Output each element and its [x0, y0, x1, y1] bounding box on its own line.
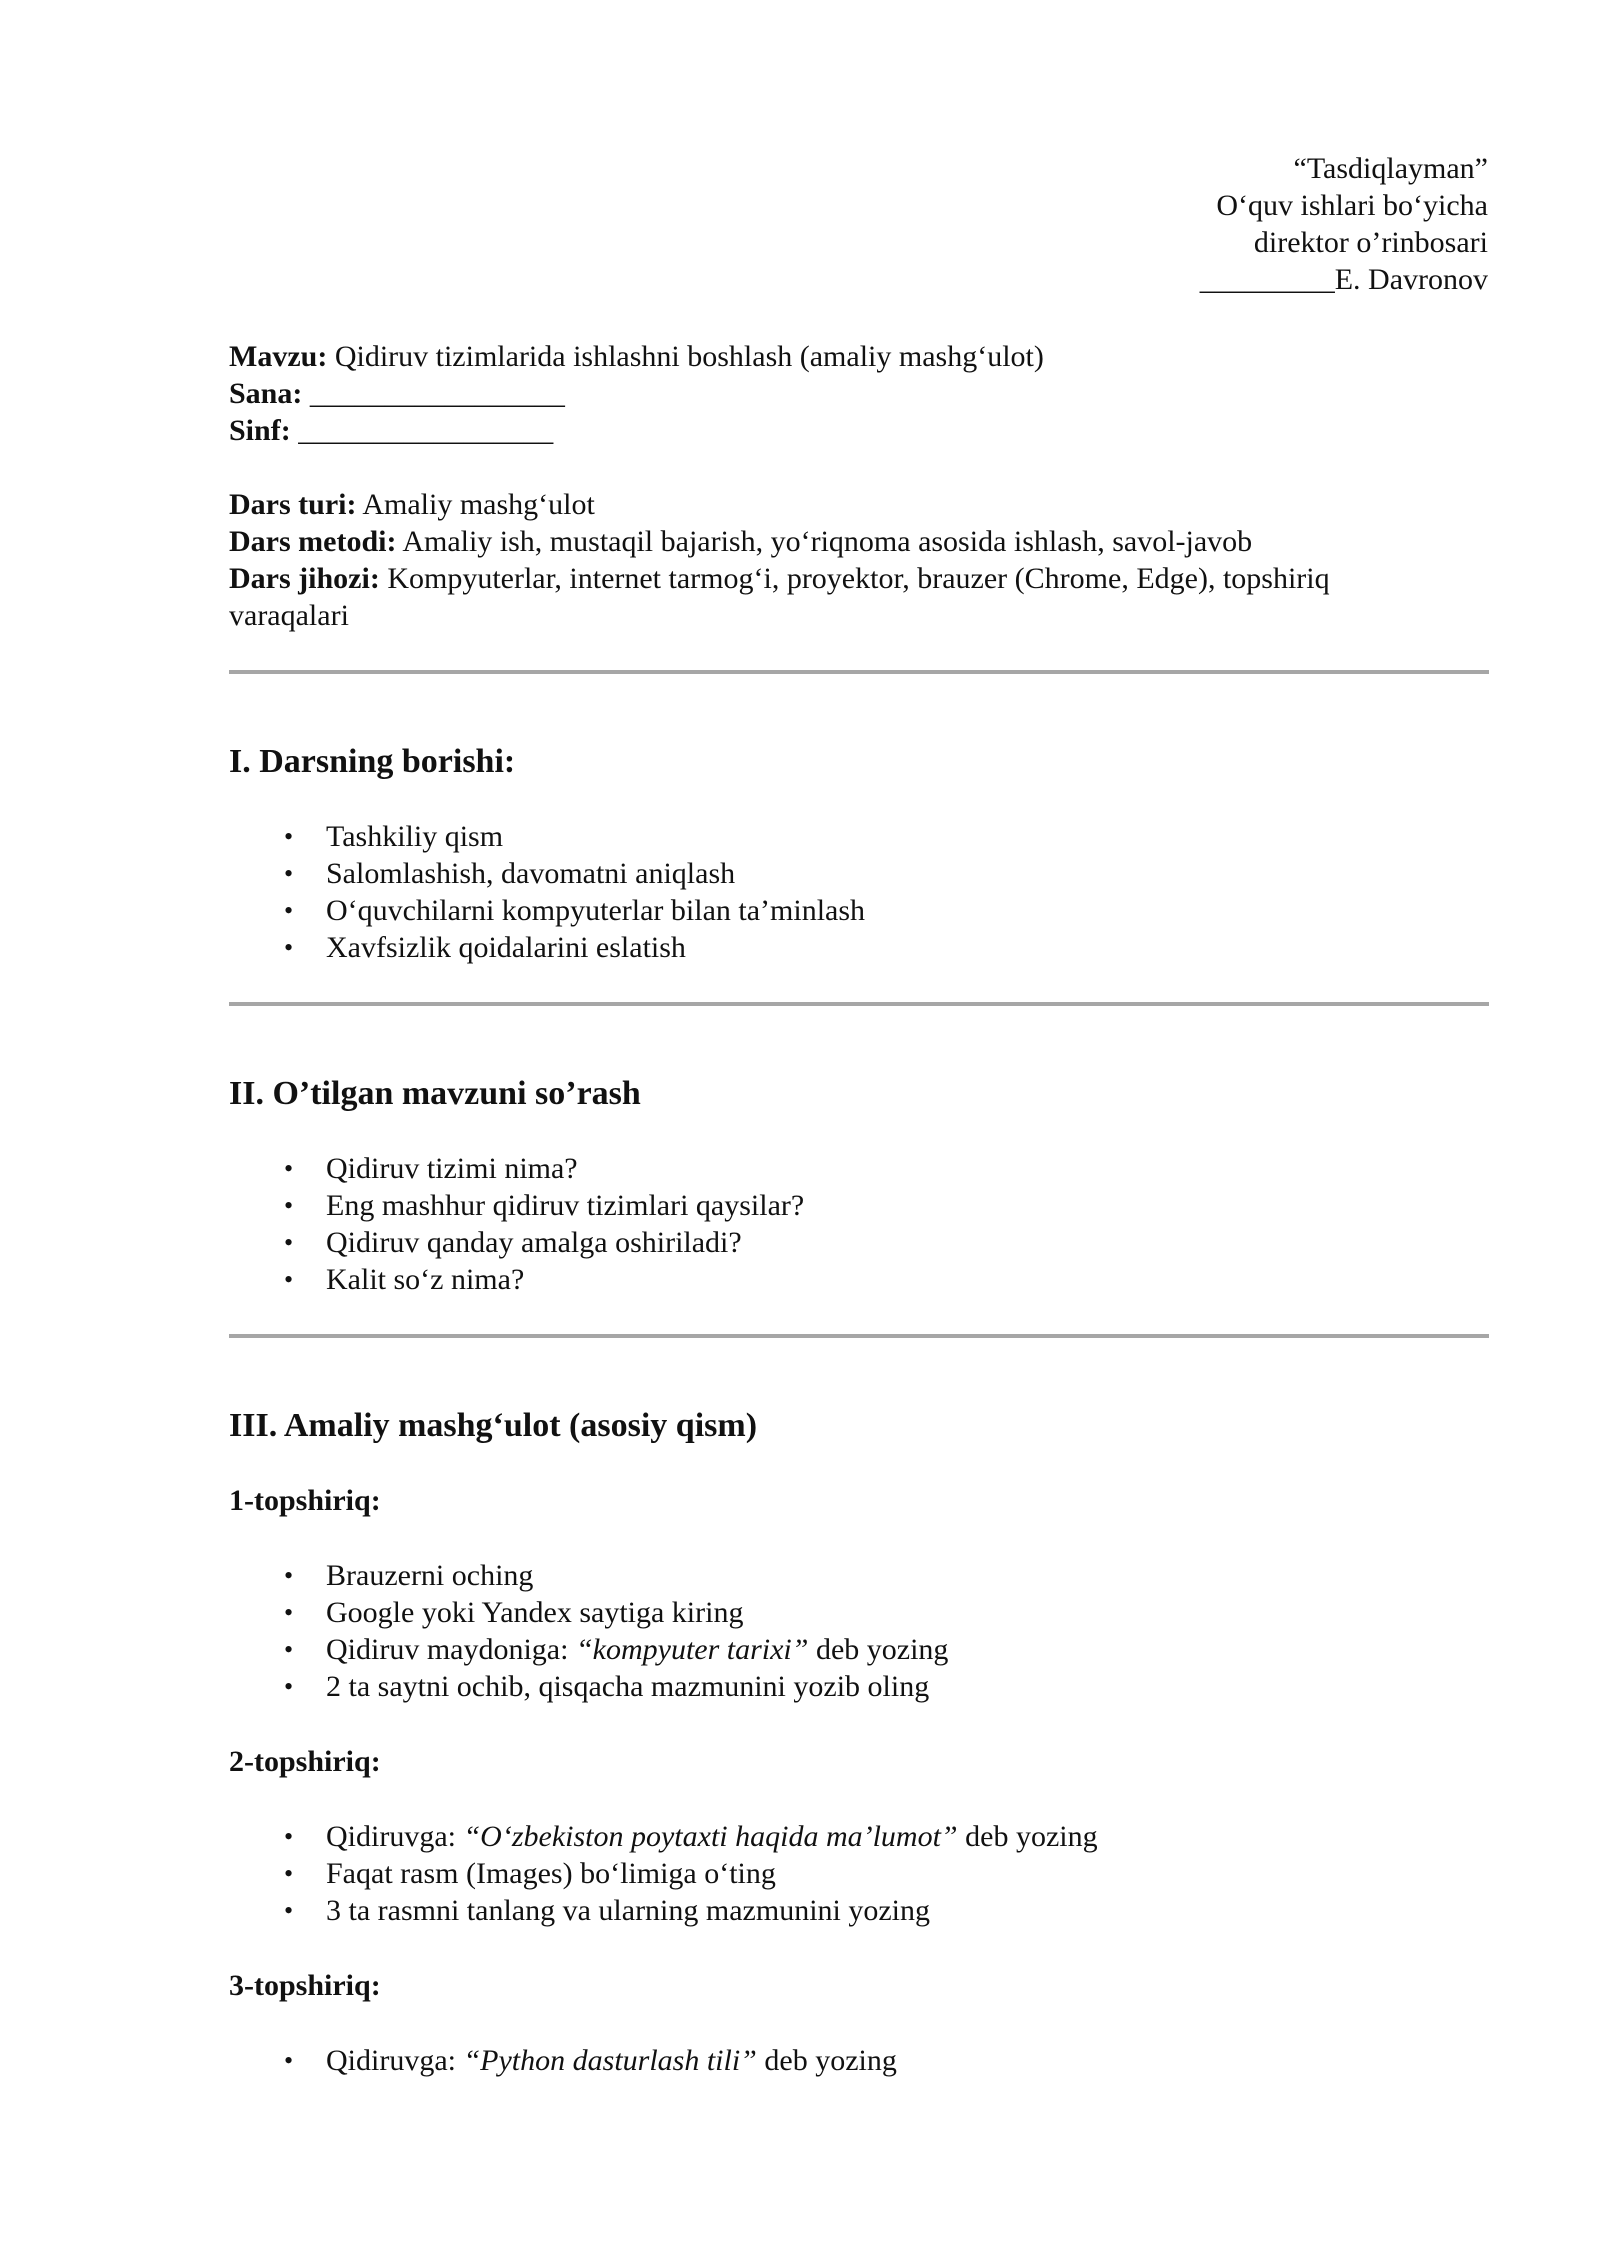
- list-item: • Google yoki Yandex saytiga kiring: [284, 1596, 744, 1629]
- class-line: [229, 412, 1489, 449]
- bullet-icon: •: [284, 896, 294, 925]
- list-item: • Kalit so‘z nima?: [284, 1263, 525, 1296]
- bullet-icon: •: [284, 1561, 294, 1590]
- list-item: • Xavfsizlik qoidalarini eslatish: [284, 931, 686, 964]
- lesson-method-value: Amaliy ish, mustaqil bajarish, yo‘riqnoma asosida ishlash, savol-javob: [396, 525, 1253, 558]
- section-1-title: I. Darsning borishi:: [229, 743, 516, 780]
- lesson-equipment-line: [229, 560, 1489, 597]
- list-item: • Qidiruv qanday amalga oshiriladi?: [284, 1226, 742, 1259]
- lesson-method-line: [229, 523, 1489, 560]
- topic-line: [229, 338, 1489, 375]
- task-3-title: 3-topshiriq:: [229, 1969, 381, 2002]
- approval-title: “Tasdiqlayman”: [1293, 152, 1488, 185]
- lesson-equipment-label: Dars jihozi:: [229, 562, 380, 595]
- list-item: • Qidiruvga: “O‘zbekiston poytaxti haqida ma’lumot” deb yozing: [284, 1820, 1098, 1853]
- bullet-icon: •: [284, 1672, 294, 1701]
- topic-label: Mavzu:: [229, 340, 328, 373]
- approval-block: [1200, 150, 1488, 298]
- date-line: [229, 375, 1489, 412]
- bullet-icon: •: [284, 1635, 294, 1664]
- class-blank: _________________: [290, 414, 554, 447]
- task-1-title: 1-topshiriq:: [229, 1484, 381, 1517]
- list-item: • Brauzerni oching: [284, 1559, 534, 1592]
- bullet-icon: •: [284, 822, 294, 851]
- lesson-method-label: Dars metodi:: [229, 525, 397, 558]
- bullet-icon: •: [284, 1822, 294, 1851]
- lesson-type-label: Dars turi:: [229, 488, 357, 521]
- list-item: • Tashkiliy qism: [284, 820, 504, 853]
- bullet-icon: •: [284, 1228, 294, 1257]
- list-item: • 2 ta saytni ochib, qisqacha mazmunini yozib oling: [284, 1670, 930, 1703]
- bullet-icon: •: [284, 933, 294, 962]
- task-3-list: [229, 2042, 1489, 2079]
- date-label: Sana:: [229, 377, 303, 410]
- lesson-type-line: [229, 486, 1489, 523]
- bullet-icon: •: [284, 1191, 294, 1220]
- list-item: • O‘quvchilarni kompyuterlar bilan ta’minlash: [284, 894, 866, 927]
- lesson-type-value: Amaliy mashg‘ulot: [356, 488, 595, 521]
- section-3-title: III. Amaliy mashg‘ulot (asosiy qism): [229, 1407, 758, 1444]
- approval-position-line1: O‘quv ishlari bo‘yicha: [1216, 189, 1488, 222]
- list-item: • Qidiruvga: “Python dasturlash tili” deb yozing: [284, 2044, 897, 2077]
- section-2-list: [229, 1150, 1489, 1298]
- list-item: • Qidiruv maydoniga: “kompyuter tarixi” deb yozing: [284, 1633, 949, 1666]
- approval-position-line2: direktor o’rinbosari: [1253, 226, 1488, 259]
- bullet-icon: •: [284, 1154, 294, 1183]
- bullet-icon: •: [284, 1859, 294, 1888]
- bullet-icon: •: [284, 1598, 294, 1627]
- class-label: Sinf:: [229, 414, 291, 447]
- bullet-icon: •: [284, 859, 294, 888]
- date-blank: _________________: [302, 377, 565, 410]
- bullet-icon: •: [284, 1896, 294, 1925]
- task-2-title: 2-topshiriq:: [229, 1745, 381, 1778]
- section-1-list: [229, 818, 1489, 966]
- approval-signature: _________E. Davronov: [1199, 263, 1488, 296]
- list-item: • Faqat rasm (Images) bo‘limiga o‘ting: [284, 1857, 776, 1890]
- document-body: [229, 338, 1489, 2079]
- list-item: • 3 ta rasmni tanlang va ularning mazmunini yozing: [284, 1894, 931, 1927]
- section-2-title: II. O’tilgan mavzuni so’rash: [229, 1075, 641, 1112]
- task-1-list: [229, 1557, 1489, 1705]
- list-item: • Qidiruv tizimi nima?: [284, 1152, 578, 1185]
- search-phrase: “kompyuter tarixi”: [575, 1633, 809, 1666]
- task-2-list: [229, 1818, 1489, 1929]
- list-item: • Salomlashish, davomatni aniqlash: [284, 857, 736, 890]
- bullet-icon: •: [284, 1265, 294, 1294]
- lesson-equipment-value: Kompyuterlar, internet tarmog‘i, proyektor, brauzer (Chrome, Edge), topshiriq: [379, 562, 1330, 595]
- bullet-icon: •: [284, 2046, 294, 2075]
- search-phrase: “O‘zbekiston poytaxti haqida ma’lumot”: [463, 1820, 958, 1853]
- search-phrase: “Python dasturlash tili”: [463, 2044, 757, 2077]
- topic-value: Qidiruv tizimlarida ishlashni boshlash (amaliy mashg‘ulot): [327, 340, 1044, 373]
- lesson-equipment-line-cont: varaqalari: [229, 599, 349, 632]
- list-item: • Eng mashhur qidiruv tizimlari qaysilar?: [284, 1189, 805, 1222]
